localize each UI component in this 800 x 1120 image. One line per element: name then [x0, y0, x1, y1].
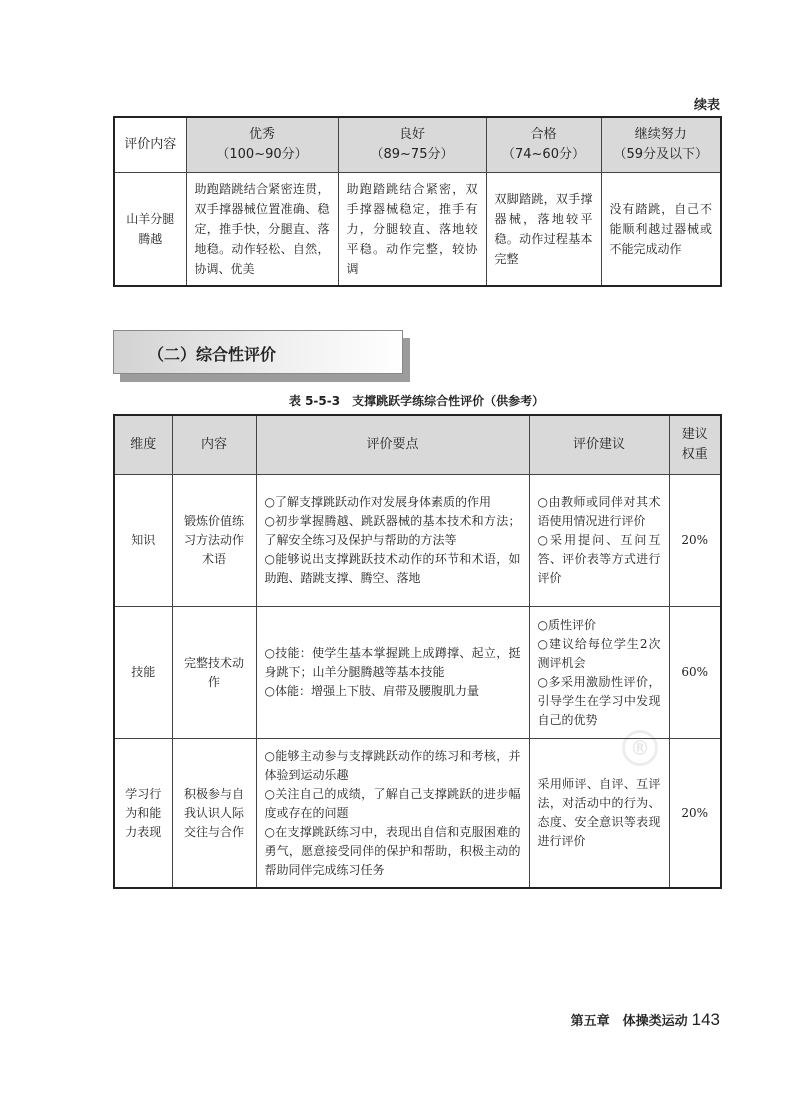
cell-excellent: 助跑踏跳结合紧密连贯，双手撑器械位置准确、稳定，推手快，分腿直、落地稳。动作轻松、自然，协调、优美	[186, 173, 338, 287]
header-points: 评价要点	[256, 415, 529, 475]
cell-keep-trying: 没有踏跳，自己不能顺利越过器械或不能完成动作	[601, 173, 721, 287]
header-excellent: 优秀 （100~90分）	[186, 117, 338, 173]
page-footer	[520, 1010, 720, 1030]
header-pass: 合格 （74~60分）	[486, 117, 601, 173]
row-points: ○了解支撑跳跃动作对发展身体素质的作用 ○初步掌握腾越、跳跃器械的基本技术和方法；了解安全练习及保护与帮助的方法等 ○能够说出支撑跳跃技术动作的环节和术语，如助跑、踏跳支撑、腾空、落地	[256, 475, 529, 607]
row-weight: 20%	[669, 475, 721, 607]
header-dimension: 维度	[114, 415, 172, 475]
row-content: 锻炼价值练习方法动作术语	[172, 475, 256, 607]
header-weight: 建议 权重	[669, 415, 721, 475]
row-weight: 60%	[669, 607, 721, 739]
comprehensive-evaluation-table	[113, 414, 722, 889]
header-item: 评价内容	[114, 117, 186, 173]
row-points: ○技能：使学生基本掌握跳上成蹲撑、起立，挺身跳下；山羊分腿腾越等基本技能 ○体能：增强上下肢、肩带及腰腹肌力量	[256, 607, 529, 739]
table-caption: 表 5-5-3 支撑跳跃学练综合性评价（供参考）	[288, 394, 545, 408]
section-title: （二）综合性评价	[148, 345, 277, 364]
registered-mark-icon: ®	[622, 730, 658, 766]
header-content: 内容	[172, 415, 256, 475]
row-content: 积极参与自我认识人际交往与合作	[172, 739, 256, 889]
table-header-row	[114, 117, 721, 173]
page-number: 143	[691, 1010, 720, 1029]
row-weight: 20%	[669, 739, 721, 889]
table-row	[114, 173, 721, 287]
evaluation-criteria-table	[113, 116, 722, 287]
cell-good: 助跑踏跳结合紧密，双手撑器械稳定，推手有力，分腿较直、落地较平稳。动作完整，较协调	[338, 173, 486, 287]
row-item: 山羊分腿腾越	[114, 173, 186, 287]
row-content: 完整技术动作	[172, 607, 256, 739]
table-header-row	[114, 415, 721, 475]
row-points: ○能够主动参与支撑跳跃动作的练习和考核，并体验到运动乐趣 ○关注自己的成绩，了解自己支撑跳跃的进步幅度或存在的问题 ○在支撑跳跃练习中，表现出自信和克服困难的勇气，愿意接受同伴的保护和帮助，积极主动的帮助同伴完成练习任务	[256, 739, 529, 889]
row-dimension: 知识	[114, 475, 172, 607]
section-heading	[113, 330, 403, 374]
table-row	[114, 475, 721, 607]
row-suggestions: 采用师评、自评、互评法，对活动中的行为、态度、安全意识等表现进行评价	[529, 739, 669, 889]
row-suggestions: ○由教师或同伴对其术语使用情况进行评价 ○采用提问、互问互答、评价表等方式进行评价	[529, 475, 669, 607]
table-row	[114, 607, 721, 739]
header-suggestion: 评价建议	[529, 415, 669, 475]
row-suggestions: ○质性评价 ○建议给每位学生2次测评机会 ○多采用激励性评价，引导学生在学习中发现自己的优势	[529, 607, 669, 739]
header-keep-trying: 继续努力 （59分及以下）	[601, 117, 721, 173]
continued-label: 续表	[693, 98, 720, 113]
header-good: 良好 （89~75分）	[338, 117, 486, 173]
row-dimension: 技能	[114, 607, 172, 739]
chapter-title: 第五章 体操类运动	[570, 1014, 688, 1029]
row-dimension: 学习行为和能力表现	[114, 739, 172, 889]
cell-pass: 双脚踏跳，双手撑器械，落地较平稳。动作过程基本完整	[486, 173, 601, 287]
